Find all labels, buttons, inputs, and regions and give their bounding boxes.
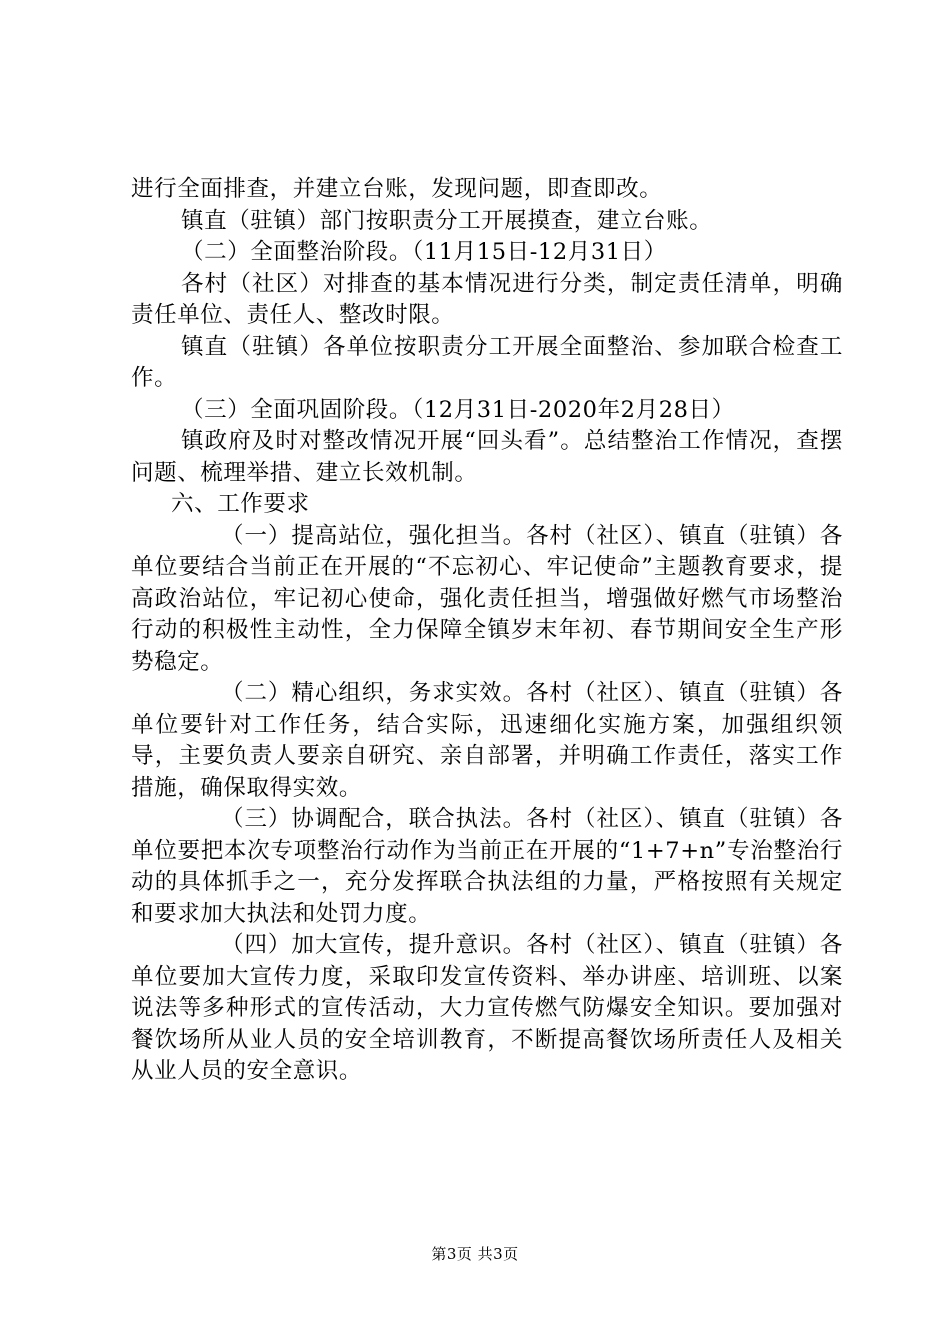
page-number-footer: 第3页 共3页 [431, 1245, 519, 1263]
paragraph-continuation: 进行全面排查，并建立台账，发现问题，即查即改。 [131, 176, 663, 202]
paragraph-government-review: 镇政府及时对整改情况开展“回头看”。总结整治工作情况，查摆问题、梳理举措、建立长效机制。 [131, 428, 843, 486]
stage-heading-consolidation: （三）全面巩固阶段。（12月31日-2020年2月28日） [181, 396, 735, 423]
requirement-item-3: （三）协调配合，联合执法。各村（社区）、镇直（驻镇）各单位要把本次专项整治行动作为当前正在开展的“1+7+n”专治整治行动的具体抓手之一，充分发挥联合执法组的力量，严格按照有关规定和要求加大执法和处罚力度。 [131, 806, 843, 927]
paragraph-department-survey: 镇直（驻镇）部门按职责分工开展摸查，建立台账。 [181, 207, 713, 234]
paragraph-village-classification: 各村（社区）对排查的基本情况进行分类，制定责任清单，明确责任单位、责任人、整改时限。 [131, 270, 843, 328]
document-body [131, 174, 843, 1088]
requirement-item-1: （一）提高站位，强化担当。各村（社区）、镇直（驻镇）各单位要结合当前正在开展的“不忘初心、牢记使命”主题教育要求，提高政治站位，牢记初心使命，强化责任担当，增强做好燃气市场整治行动的积极性主动性，全力保障全镇岁末年初、春节期间安全生产形势稳定。 [131, 522, 843, 675]
stage-heading-rectification: （二）全面整治阶段。（11月15日-12月31日） [181, 239, 667, 265]
section-heading-requirements: 六、工作要求 [171, 491, 310, 517]
paragraph-department-rectification: 镇直（驻镇）各单位按职责分工开展全面整治、参加联合检查工作。 [131, 333, 843, 391]
requirement-item-2: （二）精心组织，务求实效。各村（社区）、镇直（驻镇）各单位要针对工作任务，结合实际，迅速细化实施方案，加强组织领导，主要负责人要亲自研究、亲自部署，并明确工作责任，落实工作措施，确保取得实效。 [131, 680, 843, 801]
requirement-item-4: （四）加大宣传，提升意识。各村（社区）、镇直（驻镇）各单位要加大宣传力度，采取印发宣传资料、举办讲座、培训班、以案说法等多种形式的宣传活动，大力宣传燃气防爆安全知识。要加强对餐饮场所从业人员的安全培训教育，不断提高餐饮场所责任人及相关从业人员的安全意识。 [131, 932, 843, 1084]
